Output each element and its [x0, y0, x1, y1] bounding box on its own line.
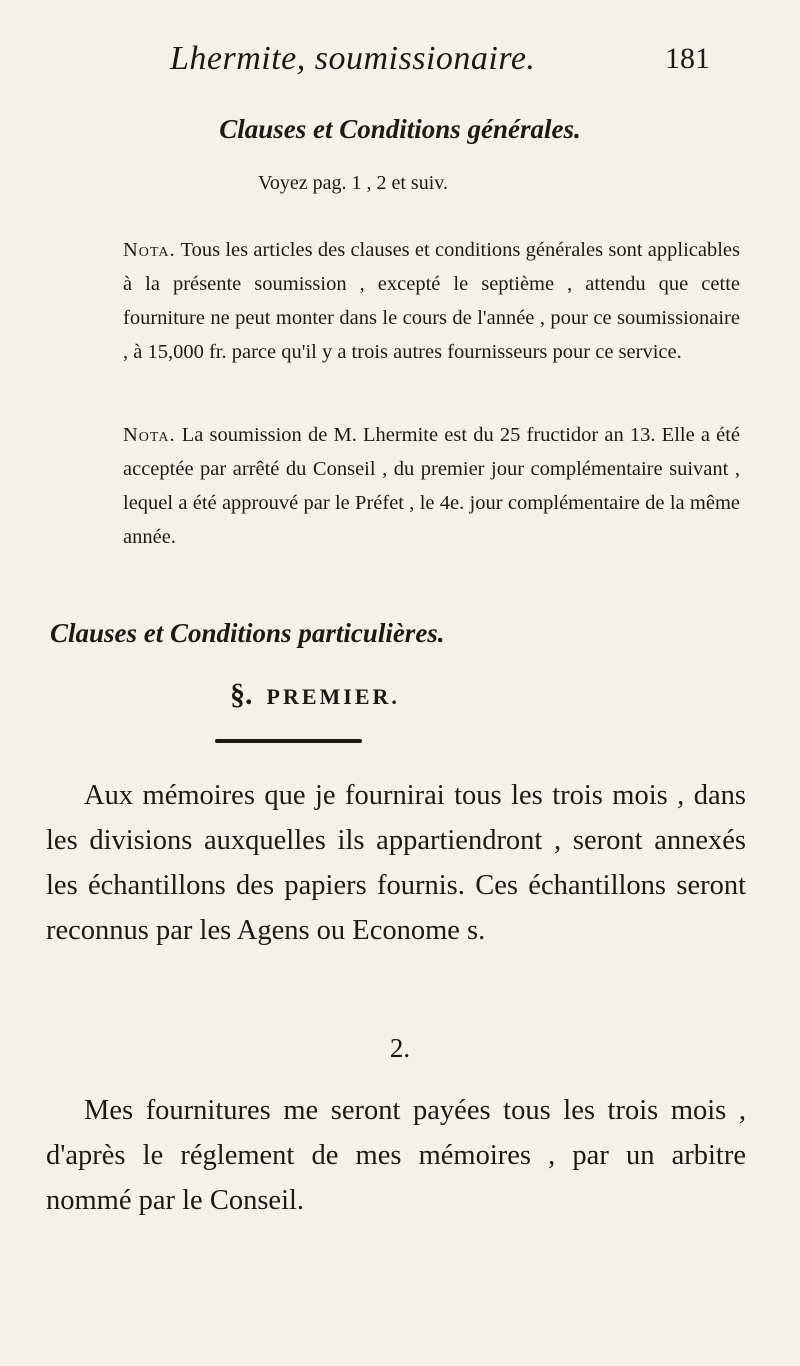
general-clauses-heading: Clauses et Conditions générales.	[219, 114, 581, 144]
particular-clauses-heading: Clauses et Conditions particulières.	[50, 618, 445, 648]
article-1-paragraph	[46, 773, 746, 953]
nota-lead: Nota.	[123, 424, 176, 446]
running-head-title: Lhermite, soumissionaire.	[170, 40, 536, 77]
section-divider-rule	[215, 739, 362, 743]
nota-paragraph-2	[123, 418, 740, 554]
running-head	[170, 40, 710, 84]
nota-lead: Nota.	[123, 239, 176, 261]
see-reference: Voyez pag. 1 , 2 et suiv.	[258, 172, 448, 194]
page-number: 181	[665, 42, 710, 75]
section-heading	[230, 678, 400, 712]
nota-text: Tous les articles des clauses et conditions générales sont applicables à la présente soumission , excepté le septième , attendu que cette fourniture ne peut monter dans le cours de l'année , pour ce soumissionaire , à 15,000 fr. parce qu'il y a trois autres fournisseurs pour ce service.	[123, 239, 740, 363]
article-2-text: Mes fournitures me seront payées tous les trois mois , d'après le réglement de mes mémoires , par un arbitre nommé par le Conseil.	[46, 1095, 746, 1216]
nota-paragraph-1	[123, 233, 740, 369]
section-label: PREMIER.	[266, 684, 400, 709]
article-2-paragraph	[46, 1088, 746, 1223]
nota-text: La soumission de M. Lhermite est du 25 fructidor an 13. Elle a été acceptée par arrêté du Conseil , du premier jour complémentaire suivant , lequel a été approuvé par le Préfet , le 4e. jour complémentaire de la même année.	[123, 424, 740, 548]
article-1-text: Aux mémoires que je fournirai tous les trois mois , dans les divisions auxquelles ils appartiendront , seront annexés les échantillons des papiers fournis. Ces échantillons seront reconnus par les Agens ou Econome s.	[46, 780, 746, 946]
article-2-number: 2.	[389, 1033, 411, 1063]
section-symbol: §.	[230, 678, 253, 711]
